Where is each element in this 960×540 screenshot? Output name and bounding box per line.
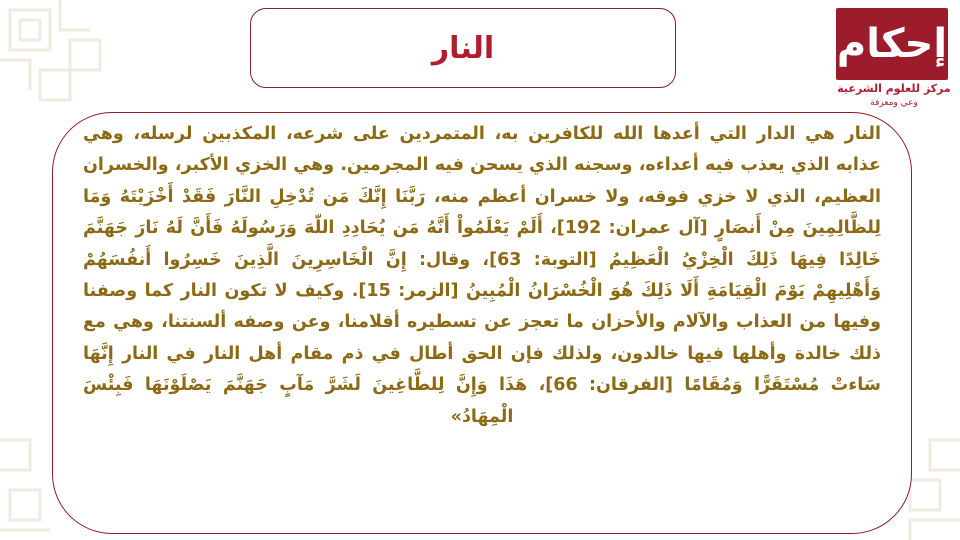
corner-ornament-bottom-left (0, 420, 60, 540)
logo-subtitle: مركز للعلوم الشرعية (837, 82, 951, 95)
logo-mark (836, 8, 948, 80)
page-title: النار (431, 30, 495, 66)
body-paragraph: النار هي الدار التي أعدها الله للكافرين به، المتمردين على شرعه، المكذبين لرسله، وهي عذابه الذي يعذب فيه أعداءه، وسجنه الذي يسحن فيه المجرمين. وهي الخزي الأكبر، والخسران العظيم، الذي لا خزي فوقه، ولا خسران أعظم منه، رَبَّنَا إِنَّكَ مَن تُدْخِلِ النَّارَ فَقَدْ أَخْزَيْتَهُ وَمَا لِلظَّالِمِينَ مِنْ أَنصَارٍ [آل عمران: 192]، أَلَمْ يَعْلَمُواْ أَنَّهُ مَن يُحَادِدِ اللّهَ وَرَسُولَهُ فَأَنَّ لَهُ نَارَ جَهَنَّمَ خَالِدًا فِيهَا ذَلِكَ الْخِزْيُ الْعَظِيمُ [التوبة: 63]، وقال: إِنَّ الْخَاسِرِينَ الَّذِينَ خَسِرُوا أَنفُسَهُمْ وَأَهْلِيهِمْ يَوْمَ الْقِيَامَةِ أَلَا ذَلِكَ هُوَ الْخُسْرَانُ الْمُبِينُ [الزمر: 15]. وكيف لا تكون النار كما وصفنا وفيها من العذاب والآلام والأحزان ما تعجز عن تسطيره أقلامنا، وعن وصفه ألسنتنا، وهي مع ذلك خالدة وأهلها فيها خالدون، ولذلك فإن الحق أطال في ذم مقام أهل النار في النار إِنَّهَا سَاءتْ مُسْتَقَرًّا وَمُقَامًا [الفرقان: 66]، هَذَا وَإِنَّ لِلطَّاغِينَ لَشَرَّ مَآبٍ جَهَنَّمَ يَصْلَوْنَهَا فَبِئْسَ الْمِهَادُ» (83, 124, 882, 427)
logo-tagline: وعي ومعرفة (870, 98, 918, 108)
content-panel (52, 112, 912, 534)
brand-logo (834, 8, 954, 108)
logo-name: إحكام (836, 21, 948, 67)
corner-ornament-top-left (0, 0, 120, 120)
title-banner (250, 8, 676, 88)
